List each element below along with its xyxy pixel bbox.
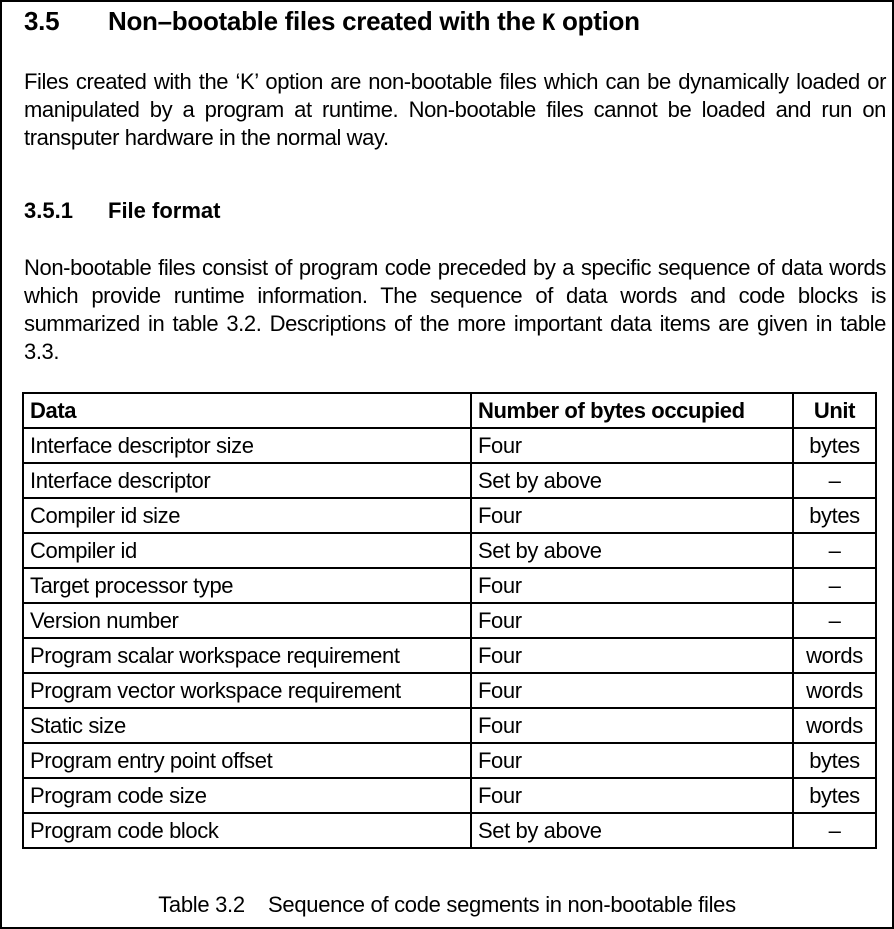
header-data: Data	[23, 393, 471, 428]
file-format-table	[22, 392, 877, 849]
cell-unit: –	[793, 568, 876, 603]
cell-data: Program vector workspace requirement	[23, 673, 471, 708]
table-row	[23, 463, 876, 498]
cell-bytes: Four	[471, 673, 793, 708]
section-number: 3.5	[24, 6, 60, 36]
cell-data: Program code size	[23, 778, 471, 813]
table-row	[23, 813, 876, 848]
table-row	[23, 603, 876, 638]
section-title-option: K	[542, 11, 556, 36]
cell-bytes: Four	[471, 428, 793, 463]
table-row	[23, 498, 876, 533]
cell-data: Program scalar workspace requirement	[23, 638, 471, 673]
cell-unit: –	[793, 603, 876, 638]
cell-unit: words	[793, 673, 876, 708]
cell-data: Interface descriptor	[23, 463, 471, 498]
cell-bytes: Four	[471, 568, 793, 603]
table-row	[23, 743, 876, 778]
cell-bytes: Four	[471, 708, 793, 743]
cell-bytes: Four	[471, 638, 793, 673]
header-unit: Unit	[793, 393, 876, 428]
cell-bytes: Set by above	[471, 463, 793, 498]
table-row	[23, 708, 876, 743]
cell-data: Version number	[23, 603, 471, 638]
subsection-number: 3.5.1	[24, 198, 73, 223]
section-heading	[24, 6, 640, 37]
cell-unit: bytes	[793, 428, 876, 463]
cell-unit: –	[793, 533, 876, 568]
table-caption: Table 3.2 Sequence of code segments in non-bootable files	[158, 892, 736, 917]
table-row	[23, 533, 876, 568]
table-header-row	[23, 393, 876, 428]
cell-data: Compiler id	[23, 533, 471, 568]
cell-unit: bytes	[793, 743, 876, 778]
cell-unit: bytes	[793, 498, 876, 533]
cell-unit: words	[793, 708, 876, 743]
subsection-body-paragraph: Non-bootable files consist of program code preceded by a specific sequence of data words which provide runtime information. The sequence of data words and code blocks is summarized in table 3.2. Descriptions of the more important data items are given in table 3.3.	[24, 255, 886, 364]
table-row	[23, 568, 876, 603]
cell-bytes: Four	[471, 778, 793, 813]
section-title-prefix: Non–bootable files created with the	[108, 6, 543, 36]
cell-data: Program code block	[23, 813, 471, 848]
cell-data: Interface descriptor size	[23, 428, 471, 463]
table-row	[23, 428, 876, 463]
cell-unit: words	[793, 638, 876, 673]
cell-unit: –	[793, 463, 876, 498]
cell-bytes: Four	[471, 743, 793, 778]
cell-data: Static size	[23, 708, 471, 743]
cell-bytes: Four	[471, 603, 793, 638]
section-title-suffix: option	[555, 6, 640, 36]
subsection-heading	[24, 198, 220, 224]
header-bytes: Number of bytes occupied	[471, 393, 793, 428]
cell-bytes: Set by above	[471, 533, 793, 568]
cell-data: Program entry point offset	[23, 743, 471, 778]
cell-bytes: Set by above	[471, 813, 793, 848]
cell-unit: –	[793, 813, 876, 848]
subsection-title: File format	[108, 198, 221, 223]
table-row	[23, 778, 876, 813]
table-row	[23, 673, 876, 708]
cell-data: Compiler id size	[23, 498, 471, 533]
cell-data: Target processor type	[23, 568, 471, 603]
cell-bytes: Four	[471, 498, 793, 533]
section-intro-paragraph: Files created with the ‘K’ option are non-bootable files which can be dynamically loaded or manipulated by a program at runtime. Non-bootable files cannot be loaded and run on transputer hardware in the normal way.	[24, 69, 886, 150]
table-row	[23, 638, 876, 673]
cell-unit: bytes	[793, 778, 876, 813]
